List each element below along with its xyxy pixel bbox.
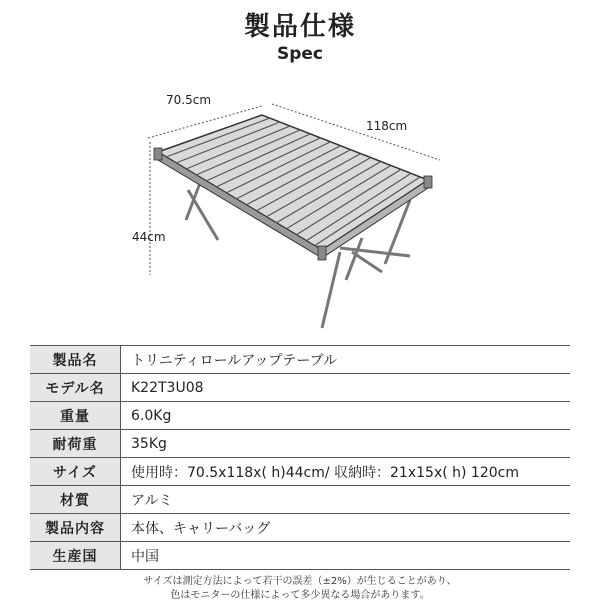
spec-row: [30, 486, 570, 514]
spec-value: K22T3U08: [121, 374, 571, 402]
note-line-1: サイズは測定方法によって若干の誤差（±2%）が生じることがあり、: [143, 576, 457, 587]
spec-row: [30, 458, 570, 486]
spec-label: サイズ: [30, 458, 121, 486]
length-label: 118cm: [366, 119, 408, 133]
width-label: 70.5cm: [166, 93, 212, 107]
spec-row: [30, 374, 570, 402]
spec-value: 中国: [121, 542, 571, 570]
note-line-2: 色はモニターの仕様によって多少異なる場合があります。: [170, 590, 430, 601]
spec-label: 重量: [30, 402, 121, 430]
spec-value: トリニティロールアップテーブル: [121, 346, 571, 374]
table-diagram: [0, 80, 600, 340]
spec-row: [30, 430, 570, 458]
spec-value: 35Kg: [121, 430, 571, 458]
spec-value: 6.0Kg: [121, 402, 571, 430]
spec-label: 材質: [30, 486, 121, 514]
page-title: 製品仕様: [243, 12, 356, 42]
spec-row: [30, 542, 570, 570]
page-subtitle: Spec: [276, 44, 324, 64]
spec-row: [30, 402, 570, 430]
spec-value: アルミ: [121, 486, 571, 514]
spec-label: 製品内容: [30, 514, 121, 542]
spec-value: 使用時：70.5x118x( h)44cm/ 収納時：21x15x( h) 120cm: [121, 458, 571, 486]
spec-label: 製品名: [30, 346, 121, 374]
spec-value: 本体、キャリーバッグ: [121, 514, 571, 542]
height-label: 44cm: [132, 230, 166, 244]
spec-table: [30, 345, 570, 570]
spec-label: 耐荷重: [30, 430, 121, 458]
spec-row: [30, 346, 570, 374]
spec-label: モデル名: [30, 374, 121, 402]
spec-label: 生産国: [30, 542, 121, 570]
spec-row: [30, 514, 570, 542]
